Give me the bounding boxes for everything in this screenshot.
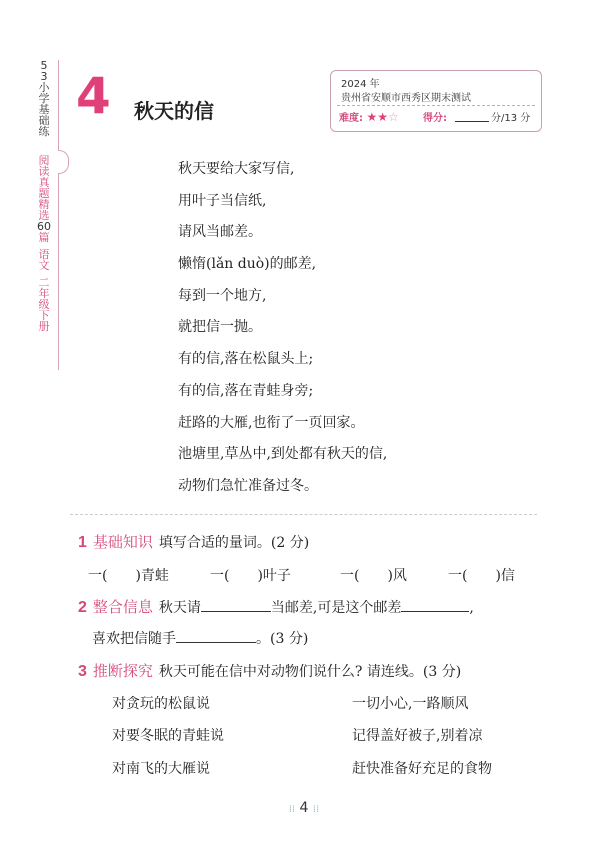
lesson-title: 秋天的信 [134, 99, 214, 123]
poem-line: 秋天要给大家写信, [178, 161, 295, 177]
sidebar-book-title [36, 60, 52, 332]
question-tag: 推断探究 [92, 662, 153, 680]
poem-line: 有的信,落在青蛙身旁; [178, 382, 314, 399]
sidebar-series-char: 选 [38, 209, 50, 222]
info-divider [337, 105, 535, 106]
answer-blank[interactable] [401, 597, 469, 612]
sidebar-count-unit: 篇 [38, 231, 50, 244]
measure-word-item[interactable]: 一( )风 [340, 568, 407, 584]
match-right-item[interactable]: 记得盖好被子,别着凉 [352, 728, 483, 744]
question-2-cont: 喜欢把信随手 。(3 分) [92, 628, 308, 648]
exam-info-box [330, 70, 542, 132]
sidebar-subject-char: 文 [38, 259, 50, 272]
sidebar-grade-char: 册 [38, 320, 50, 333]
sidebar-notch [58, 150, 69, 174]
sidebar-book-char: 小 [38, 81, 50, 94]
sidebar-series-char: 真 [38, 176, 50, 189]
answer-blank[interactable] [201, 597, 271, 612]
sidebar-series-char: 读 [38, 165, 50, 178]
sidebar-grade-char: 级 [38, 298, 50, 311]
sidebar-grade-char: 二 [38, 276, 50, 289]
poem-line: 用叶子当信纸, [178, 192, 267, 209]
match-left-item[interactable]: 对南飞的大雁说 [112, 761, 210, 777]
sidebar-book-char: 3 [40, 70, 48, 83]
match-right-item[interactable]: 赶快准备好充足的食物 [352, 761, 492, 777]
poem-line: 池塘里,草丛中,到处都有秋天的信, [178, 446, 388, 463]
sidebar-book-char: 练 [38, 125, 50, 138]
star-icon: ★ [366, 110, 378, 124]
sidebar-book-char: 学 [38, 92, 50, 105]
answer-blank[interactable] [176, 628, 256, 643]
sidebar-divider [58, 60, 59, 370]
ornament-icon: ⁞⁞ [312, 804, 320, 815]
question-1 [78, 531, 309, 552]
poem-line: 就把信一抛。 [178, 319, 262, 336]
sidebar-series-char: 精 [38, 198, 50, 211]
poem-line: 每到一个地方, [178, 287, 267, 304]
question-number: 2 [78, 599, 87, 616]
section-divider [70, 514, 537, 515]
page-number: 4 [299, 800, 309, 816]
exam-source: 贵州省安顺市西秀区期末测试 [341, 93, 471, 104]
question-tag: 整合信息 [92, 598, 153, 616]
question-text: 秋天可能在信中对动物们说什么? 请连线。(3 分) [158, 664, 462, 680]
match-left-item[interactable]: 对要冬眠的青蛙说 [112, 728, 224, 744]
sidebar-subject-char: 语 [38, 248, 50, 261]
sidebar-book-char: 基 [38, 103, 50, 116]
poem-line: 请风当邮差。 [178, 224, 262, 241]
score-label: 得分: [423, 113, 447, 124]
sidebar-series-char: 题 [38, 187, 50, 200]
score-blank[interactable] [455, 121, 489, 122]
match-right-item[interactable]: 一切小心,一路顺风 [352, 696, 469, 712]
sidebar-book-char: 5 [40, 59, 48, 72]
poem-line: 动物们急忙准备过冬。 [178, 477, 318, 494]
score-total: 分/13 分 [491, 113, 531, 124]
poem-line: 有的信,落在松鼠头上; [178, 351, 314, 368]
difficulty-stars [366, 110, 399, 124]
sidebar-grade-char: 年 [38, 287, 50, 300]
star-icon: ★ [377, 110, 389, 124]
page-footer [280, 800, 328, 816]
poem-line: 懒惰(lǎn duò)的邮差, [178, 256, 317, 273]
sidebar-count: 60 [37, 220, 51, 233]
question-tag: 基础知识 [92, 533, 153, 551]
star-icon: ☆ [388, 110, 399, 124]
sidebar-grade-char: 下 [38, 309, 50, 322]
ornament-icon: ⁞⁞ [288, 804, 296, 815]
measure-word-item[interactable]: 一( )叶子 [210, 568, 291, 584]
poem-text [178, 158, 387, 507]
question-text: 填写合适的量词。(2 分) [158, 535, 310, 551]
question-number: 1 [78, 534, 87, 551]
poem-line: 赶路的大雁,也衔了一页回家。 [178, 414, 365, 431]
difficulty [339, 109, 399, 124]
lesson-number: 4 [76, 67, 111, 125]
measure-word-item[interactable]: 一( )信 [448, 568, 515, 584]
question-2: 2 整合信息 秋天请 当邮差,可是这个邮差 , [78, 598, 474, 616]
exam-year: 2024 年 [341, 79, 380, 90]
difficulty-label: 难度: [339, 113, 363, 124]
sidebar-book-char: 础 [38, 114, 50, 127]
match-left-item[interactable]: 对贪玩的松鼠说 [112, 696, 210, 712]
question-3 [78, 660, 461, 681]
sidebar-series-char: 阅 [38, 154, 50, 167]
question-number: 3 [78, 663, 87, 680]
measure-word-item[interactable]: 一( )青蛙 [88, 568, 169, 584]
